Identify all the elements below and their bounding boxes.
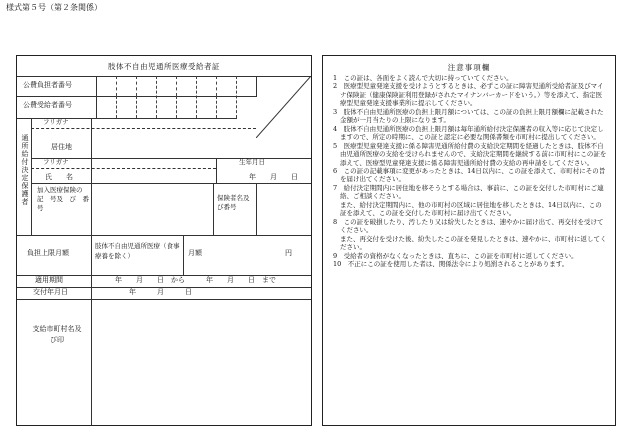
copay-limit-label: 負担上限月額 (27, 249, 69, 257)
note-item: 5 医療型児童発達支援に係る障害児通所給付費の支給決定期間を経過したときは、肢体不自由児通所医療の支給を受けられませんので、支給決定期間を継続する前に市町村にこの証を添えて、医療型児童発達支援に係る障害児通所給付費の支給の再申請をしてください。 (333, 141, 607, 167)
note-item: 8 この証を破損したり、汚したり又は紛失したときは、速やかに届け出て、再交付を受けてください。 (333, 217, 604, 235)
issue-date-label: 交付年月日 (33, 288, 68, 296)
note-item: 9 受給者の資格がなくなったときは、直ちに、この証を市町村に返してください。 (333, 251, 578, 260)
birthdate-label: 生年月日 (239, 158, 265, 166)
note-item: 10 不正にこの証を使用した者は、関係法令により処罰されることがあります。 (333, 259, 569, 268)
note-item: また、再交付を受けた後、紛失したこの証を発見したときは、速やかに、市町村に返してください。 (340, 234, 607, 252)
period-value: 年 月 日 から 年 月 日 まで (115, 276, 276, 284)
insurer-number-label: 保険者名及び番号 (217, 194, 250, 211)
monthly-amount-label: 月額 (188, 249, 202, 257)
notes-title: 注意事項欄 (447, 63, 491, 72)
note-item: 3 肢体不自由児通所医療の負担上限月額については、この証の負担上限月額欄に記載された金額が一月当たりの上限になります。 (333, 107, 604, 125)
notes-panel (322, 55, 616, 426)
guardian-side-label: 通所給付決定保護者 (21, 134, 29, 206)
form-number-label: 様式第５号（第２条関係） (6, 3, 102, 12)
issue-date-value: 年 月 日 (129, 288, 192, 296)
note-item: 1 この証は、各面をよく読んで大切に持っていてください。 (333, 74, 513, 82)
furigana-label-2: フリガナ (43, 158, 69, 166)
copay-description: 肢体不自由児通所医療（食事療養を除く） (95, 242, 180, 260)
certificate-title: 肢体不自由児通所医療受給者証 (108, 62, 220, 71)
insurance-label: 加入医療保険の 記 号及 び 番 号 (37, 186, 96, 212)
note-item: 6 この証の記載事項に変更があったときは、14日以内に、この証を添えて、市町村にその旨を届け出てください。 (333, 166, 606, 184)
period-label: 適用期間 (35, 276, 63, 284)
note-item: 2 医療型児童発達支援を受けようとするときは、必ずこの証に障害児通所受給者証及びマイナ保険証（健康保険証利用登録がされたマイナンバーカードをいう。）等を添えて、指定医療型児童発達支援事業所に提示してください。 (333, 82, 604, 108)
name-label: 氏 名 (45, 173, 73, 181)
yen-label: 円 (285, 249, 292, 257)
note-item: 7 給付決定期間内に居住地を移そうとする場合は、事前に、この証を交付した市町村にご連絡、ご相談ください。 (333, 183, 604, 201)
diagonal-strike (256, 76, 311, 138)
recipient-number-label: 公費受給者番号 (23, 101, 72, 109)
note-item: また、給付決定期間内に、他の市町村の区域に居住地を移したときは、14日以内に、この証を添えて、この証を交付した市町村に届け出てください。 (340, 200, 602, 218)
address-label: 居住地 (51, 143, 72, 151)
birthdate-value: 年 月 日 (249, 173, 298, 181)
note-item: 4 肢体不自由児通所医療の負担上限月額は毎年通所給付決定保護者の収入等に応じて決定しますので、所定の時期に、この証と認定に必要な関係書類を市町村に提出してください。 (333, 124, 604, 142)
payer-number-label: 公費負担者番号 (23, 81, 72, 89)
notes-list (333, 74, 607, 268)
certificate-panel (16, 55, 312, 426)
furigana-label: フリガナ (43, 118, 69, 126)
municipality-label: 支給市町村名及び印 (32, 325, 82, 344)
